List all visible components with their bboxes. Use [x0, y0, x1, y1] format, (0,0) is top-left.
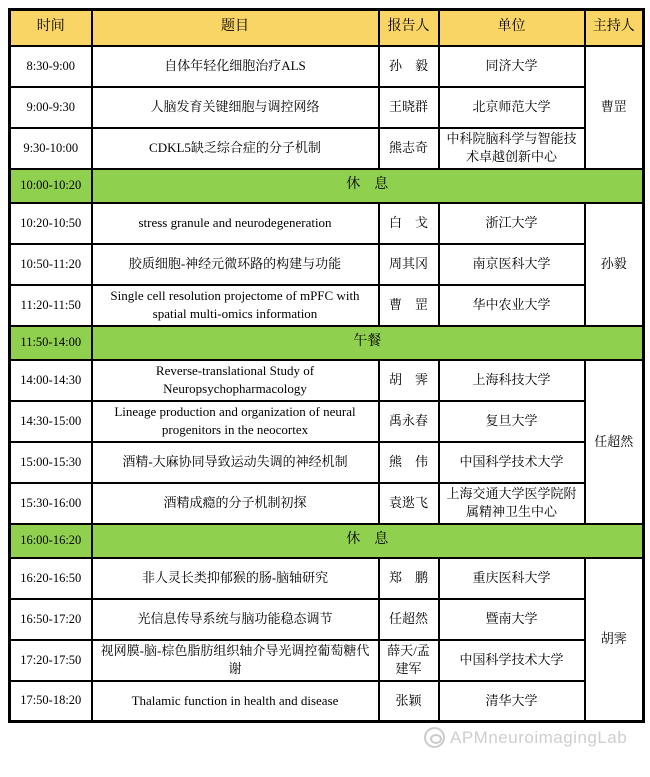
affiliation-cell: 上海交通大学医学院附属精神卫生中心 [439, 483, 585, 524]
speaker-cell: 袁逖飞 [379, 483, 439, 524]
speaker-cell: 白 戈 [379, 203, 439, 244]
time-cell: 10:00-10:20 [10, 169, 92, 203]
break-label-cell: 午餐 [92, 326, 644, 360]
session-row [10, 401, 644, 442]
title-cell: 自体年轻化细胞治疗ALS [92, 46, 379, 87]
break-label-cell: 休 息 [92, 169, 644, 203]
session-row [10, 244, 644, 285]
affiliation-cell: 中科院脑科学与智能技术卓越创新中心 [439, 128, 585, 169]
title-cell: Single cell resolution projectome of mPFC with spatial multi-omics information [92, 285, 379, 326]
title-cell: CDKL5缺乏综合症的分子机制 [92, 128, 379, 169]
time-cell: 10:20-10:50 [10, 203, 92, 244]
column-header: 单位 [439, 10, 585, 46]
title-cell: 酒精-大麻协同导致运动失调的神经机制 [92, 442, 379, 483]
session-row [10, 640, 644, 681]
speaker-cell: 王晓群 [379, 87, 439, 128]
header-row [10, 10, 644, 46]
column-header: 时间 [10, 10, 92, 46]
speaker-cell: 任超然 [379, 599, 439, 640]
schedule-table [8, 8, 645, 723]
affiliation-cell: 上海科技大学 [439, 360, 585, 401]
time-cell: 8:30-9:00 [10, 46, 92, 87]
break-row [10, 524, 644, 558]
speaker-cell: 禹永春 [379, 401, 439, 442]
time-cell: 16:50-17:20 [10, 599, 92, 640]
title-cell: Lineage production and organization of neural progenitors in the neocortex [92, 401, 379, 442]
time-cell: 17:50-18:20 [10, 681, 92, 722]
host-cell: 孙毅 [585, 203, 644, 326]
affiliation-cell: 华中农业大学 [439, 285, 585, 326]
session-row [10, 558, 644, 599]
title-cell: 视网膜-脑-棕色脂肪组织轴介导光调控葡萄糖代谢 [92, 640, 379, 681]
time-cell: 11:50-14:00 [10, 326, 92, 360]
column-header: 报告人 [379, 10, 439, 46]
title-cell: 酒精成瘾的分子机制初探 [92, 483, 379, 524]
affiliation-cell: 南京医科大学 [439, 244, 585, 285]
host-cell: 曹罡 [585, 46, 644, 169]
session-row [10, 128, 644, 169]
affiliation-cell: 中国科学技术大学 [439, 640, 585, 681]
break-label-cell: 休 息 [92, 524, 644, 558]
time-cell: 15:30-16:00 [10, 483, 92, 524]
session-row [10, 203, 644, 244]
speaker-cell: 孙 毅 [379, 46, 439, 87]
host-cell: 胡霁 [585, 558, 644, 722]
title-cell: 光信息传导系统与脑功能稳态调节 [92, 599, 379, 640]
speaker-cell: 熊 伟 [379, 442, 439, 483]
session-row [10, 599, 644, 640]
session-row [10, 46, 644, 87]
session-row [10, 681, 644, 722]
title-cell: stress granule and neurodegeneration [92, 203, 379, 244]
affiliation-cell: 浙江大学 [439, 203, 585, 244]
affiliation-cell: 中国科学技术大学 [439, 442, 585, 483]
break-row [10, 169, 644, 203]
title-cell: 人脑发育关键细胞与调控网络 [92, 87, 379, 128]
session-row [10, 442, 644, 483]
speaker-cell: 郑 鹏 [379, 558, 439, 599]
affiliation-cell: 清华大学 [439, 681, 585, 722]
watermark [424, 727, 627, 748]
affiliation-cell: 复旦大学 [439, 401, 585, 442]
title-cell: 胶质细胞-神经元微环路的构建与功能 [92, 244, 379, 285]
session-row [10, 87, 644, 128]
time-cell: 14:00-14:30 [10, 360, 92, 401]
break-row [10, 326, 644, 360]
affiliation-cell: 暨南大学 [439, 599, 585, 640]
speaker-cell: 周其冈 [379, 244, 439, 285]
speaker-cell: 熊志奇 [379, 128, 439, 169]
time-cell: 14:30-15:00 [10, 401, 92, 442]
speaker-cell: 曹 罡 [379, 285, 439, 326]
time-cell: 16:20-16:50 [10, 558, 92, 599]
time-cell: 11:20-11:50 [10, 285, 92, 326]
affiliation-cell: 重庆医科大学 [439, 558, 585, 599]
column-header: 主持人 [585, 10, 644, 46]
speaker-cell: 胡 霁 [379, 360, 439, 401]
speaker-cell: 张颖 [379, 681, 439, 722]
time-cell: 9:00-9:30 [10, 87, 92, 128]
affiliation-cell: 同济大学 [439, 46, 585, 87]
column-header: 题目 [92, 10, 379, 46]
time-cell: 16:00-16:20 [10, 524, 92, 558]
affiliation-cell: 北京师范大学 [439, 87, 585, 128]
speaker-cell: 薛天/孟建军 [379, 640, 439, 681]
table-header [10, 10, 644, 46]
title-cell: Thalamic function in health and disease [92, 681, 379, 722]
time-cell: 15:00-15:30 [10, 442, 92, 483]
session-row [10, 285, 644, 326]
watermark-text: APMneuroimagingLab [450, 727, 628, 747]
time-cell: 17:20-17:50 [10, 640, 92, 681]
time-cell: 10:50-11:20 [10, 244, 92, 285]
watermark-logo-icon [424, 727, 445, 748]
time-cell: 9:30-10:00 [10, 128, 92, 169]
title-cell: Reverse-translational Study of Neuropsychopharmacology [92, 360, 379, 401]
session-row [10, 360, 644, 401]
title-cell: 非人灵长类抑郁猴的肠-脑轴研究 [92, 558, 379, 599]
session-row [10, 483, 644, 524]
host-cell: 任超然 [585, 360, 644, 524]
